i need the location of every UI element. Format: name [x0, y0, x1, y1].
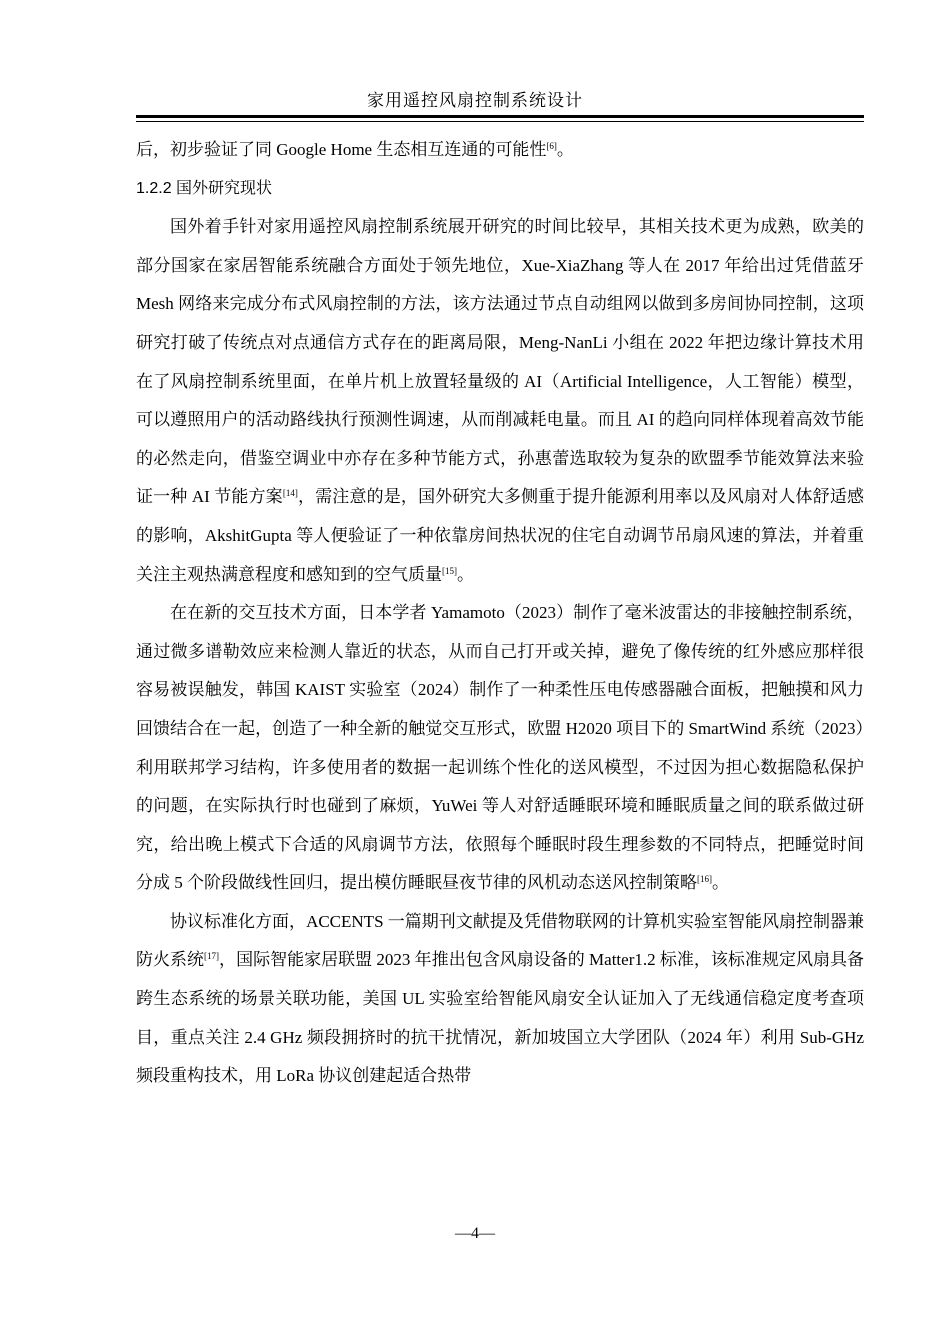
page-number: —4— [455, 1225, 495, 1242]
body-text [136, 131, 864, 1096]
text: ，国际智能家居联盟 2023 年推出包含风扇设备的 Matter1.2 标准，该标准规定风扇具备跨生态系统的场景关联功能，美国 UL 实验室给智能风扇安全认证加入了无线通信稳定度考查项目，重点关注 2.4 GHz 频段拥挤时的抗干扰情况，新加坡国立大学团队（2024 年）利用 Sub-GHz 频段重构技术，用 LoRa 协议创建起适合热带 [136, 950, 864, 1086]
citation-ref: [14] [282, 488, 298, 499]
text: 国外着手针对家用遥控风扇控制系统展开研究的时间比较早，其相关技术更为成熟，欧美的部分国家在家居智能系统融合方面处于领先地位，Xue-XiaZhang 等人在 2017 年给出过凭借蓝牙 Mesh 网络来完成分布式风扇控制的方法，该方法通过节点自动组网以做到多房间协同控制，这项研究打破了传统点对点通信方式存在的距离局限，Meng-NanLi 小组在 2022 年把边缘计算技术用在了风扇控制系统里面，在单片机上放置轻量级的 AI（Artificial Intelligence，人工智能）模型，可以遵照用户的活动路线执行预测性调速，从而削减耗电量。而且 AI 的趋向同样体现着高效节能的必然走向，借鉴空调业中亦存在多种节能方式，孙惠蕾选取较为复杂的欧盟季节能效算法来验证一种 AI 节能方案 [136, 217, 864, 507]
text: 协议标准化方面，ACCENTS 一篇期刊文献提及凭借物联网的计算机实验室智能风扇控制器兼防火系统 [136, 911, 864, 970]
text: ，需注意的是，国外研究大多侧重于提升能源利用率以及风扇对人体舒适感的影响，AkshitGupta 等人便验证了一种依靠房间热状况的住宅自动调节吊扇风速的算法，并着重关注主观热满意程度和感知到的空气质量 [136, 487, 864, 584]
text: 。 [712, 873, 729, 893]
citation-ref: [16] [697, 874, 712, 885]
citation-ref: [15] [442, 565, 457, 576]
paragraph [136, 208, 864, 594]
section-heading: 1.2.2 国外研究现状 [136, 179, 273, 197]
citation-ref: [17] [204, 951, 220, 962]
text: 。 [556, 140, 574, 159]
text: 在在新的交互技术方面，日本学者 Yamamoto（2023）制作了毫米波雷达的非接触控制系统，通过微多谱勒效应来检测人靠近的状态，从而自己打开或关掉，避免了像传统的红外感应那样很容易被误触发，韩国 KAIST 实验室（2024）制作了一种柔性压电传感器融合面板，把触摸和风力回馈结合在一起，创造了一种全新的触觉交互形式，欧盟 H2020 项目下的 SmartWind 系统（2023）利用联邦学习结构，许多使用者的数据一起训练个性化的送风模型，不过因为担心数据隐私保护的问题，在实际执行时也碰到了麻烦，YuWei 等人对舒适睡眠环境和睡眠质量之间的联系做过研究，给出晚上模式下合适的风扇调节方法，依照每个睡眠时段生理参数的不同特点，把睡觉时间分成 5 个阶段做线性回归，提出模仿睡眠昼夜节律的风机动态送风控制策略 [136, 603, 864, 893]
header-rule-thick [136, 115, 864, 118]
header-rule-thin [136, 121, 864, 122]
paragraph [136, 594, 864, 903]
text: 后，初步验证了同 Google Home 生态相互连通的可能性 [136, 140, 547, 159]
paragraph [136, 903, 864, 1096]
citation-ref: [6] [546, 141, 557, 151]
running-header-title: 家用遥控风扇控制系统设计 [367, 91, 583, 110]
paragraph-continuation [136, 131, 864, 170]
text: 。 [457, 564, 474, 584]
